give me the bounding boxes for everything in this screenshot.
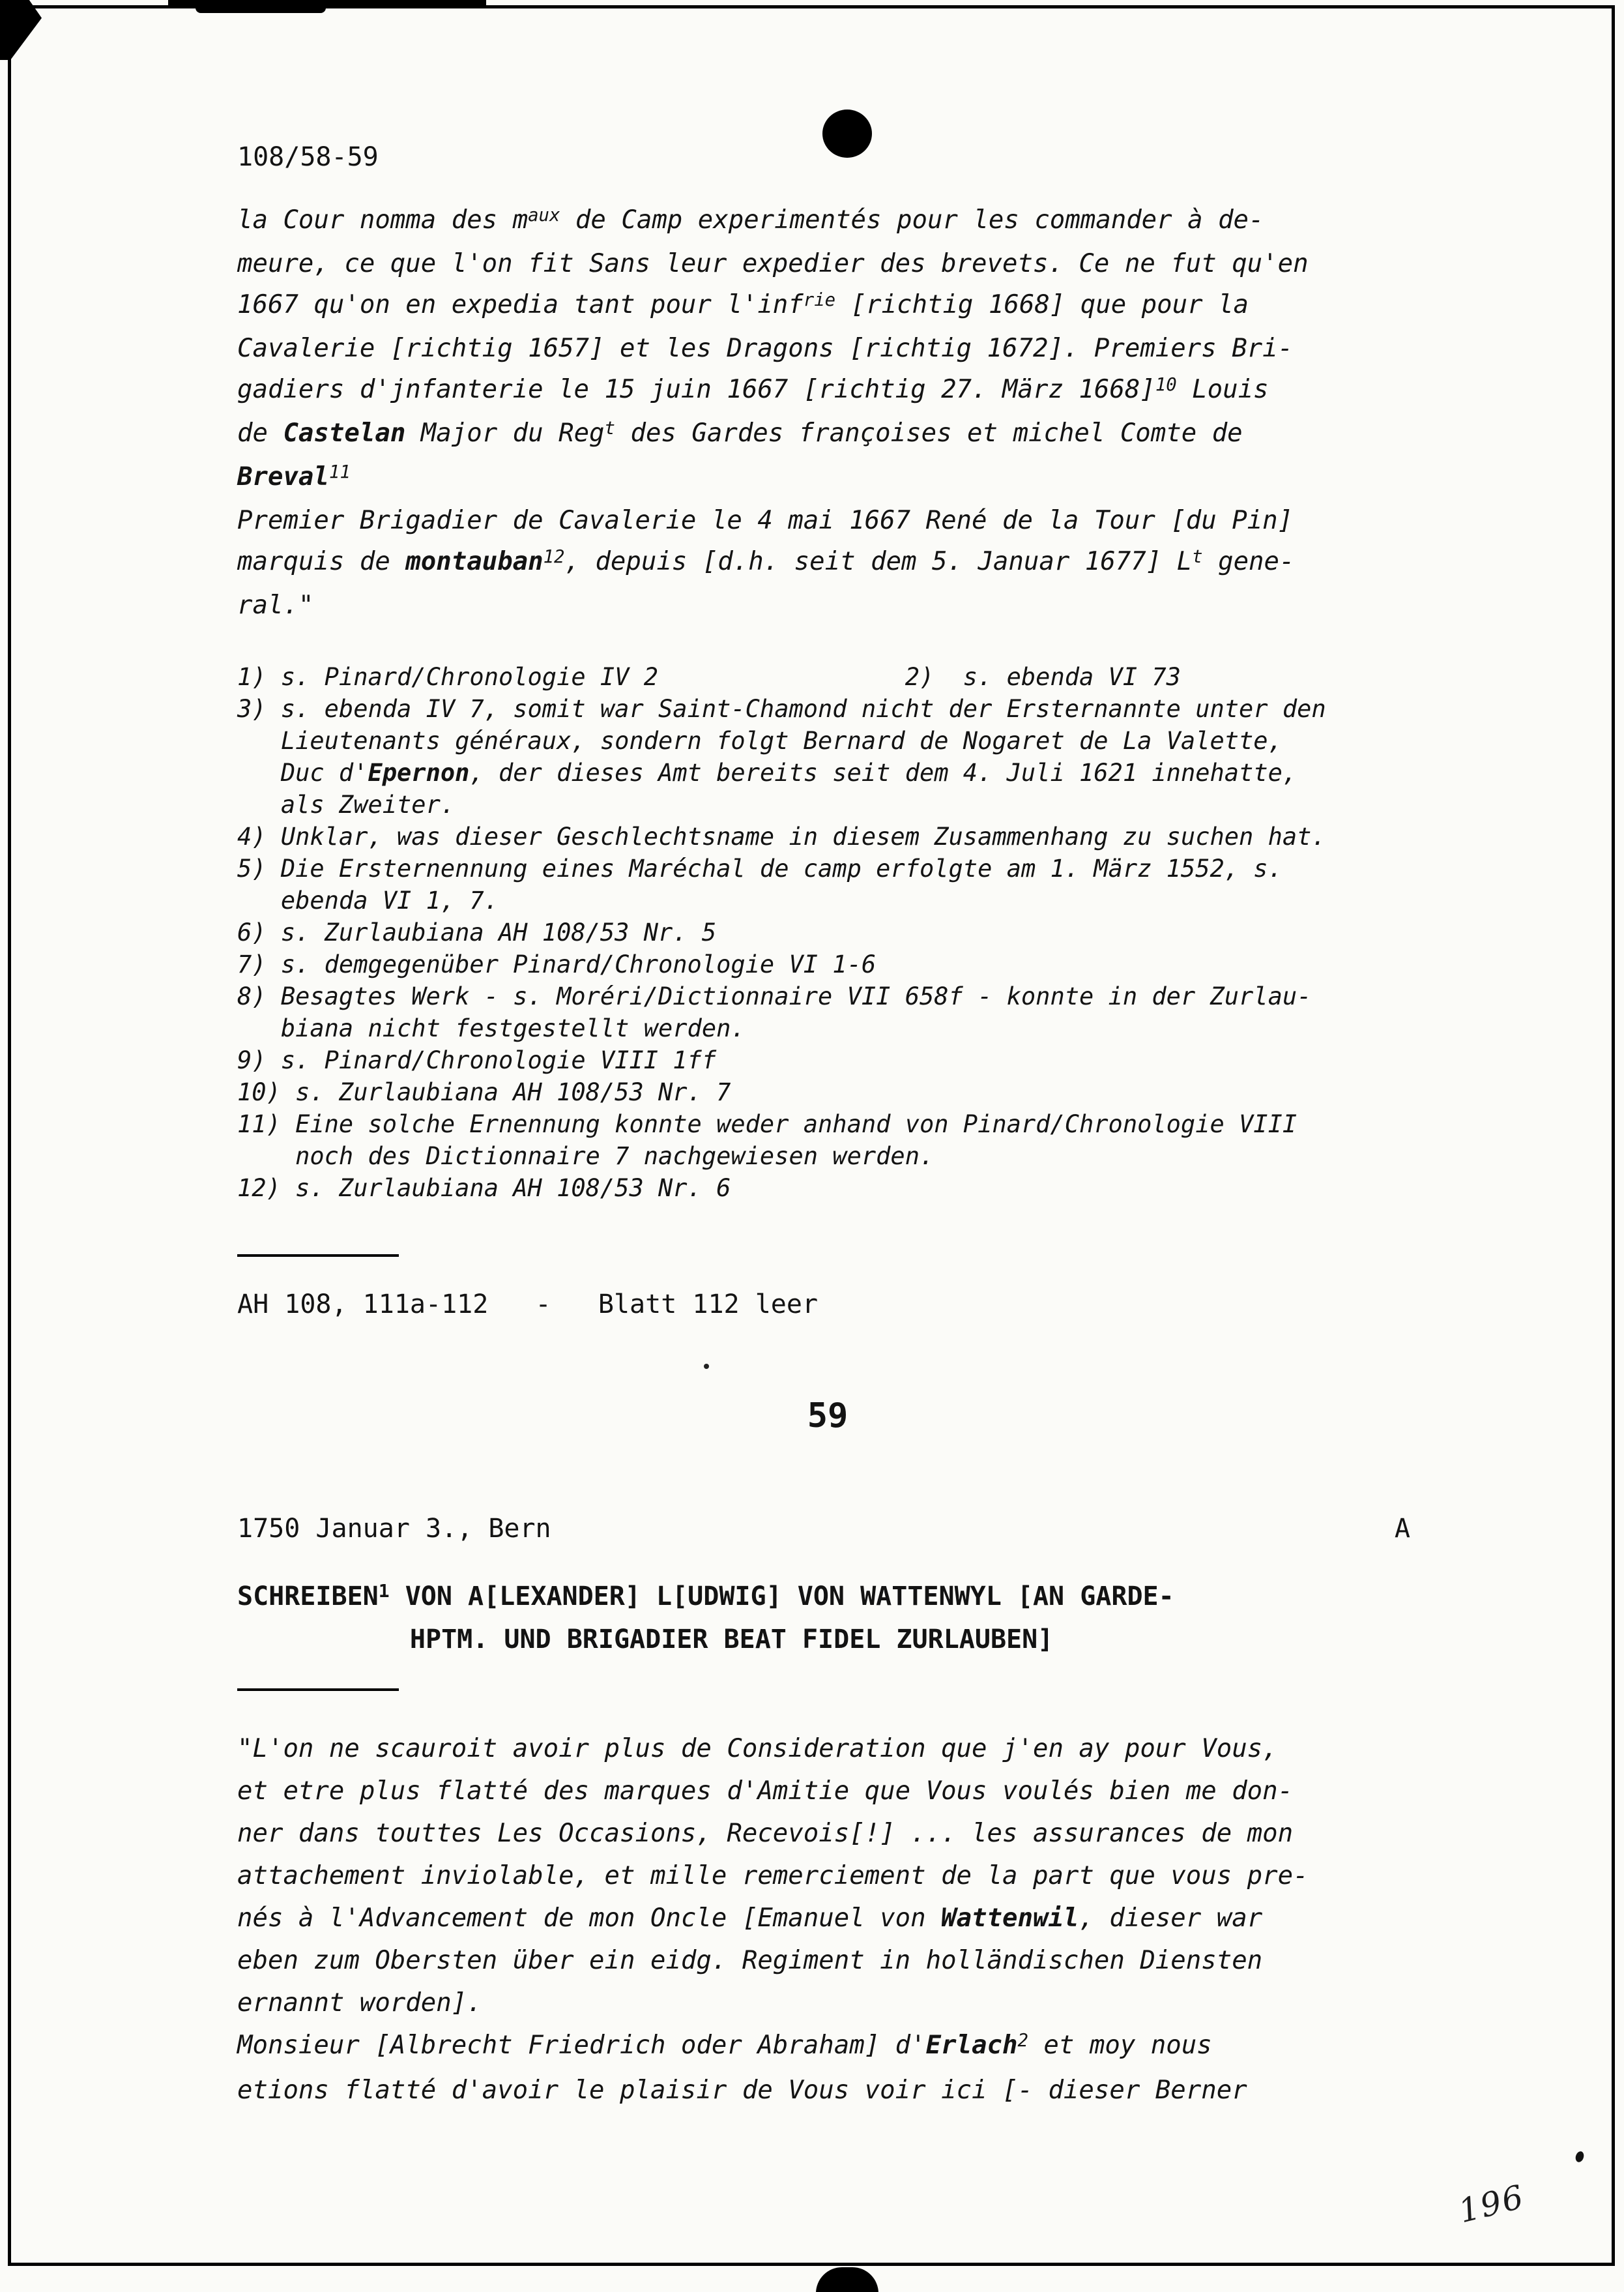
scan-artifact-top-edge-2 xyxy=(196,0,326,13)
document-dateline: 1750 Januar 3., Bern xyxy=(237,1514,551,1544)
punch-hole-bottom xyxy=(816,2267,878,2292)
title-divider xyxy=(237,1688,399,1691)
punch-hole-top xyxy=(822,110,872,158)
document-dateline-row xyxy=(237,1514,1410,1544)
document-title: SCHREIBEN$^1$ VON A[LEXANDER] L[UDWIG] VON WATTENWYL [AN GARDE- HPTM. UND BRIGADIER BEAT FIDEL ZURLAUBEN] xyxy=(237,1580,1174,1654)
ink-speck-artifact xyxy=(1574,2151,1586,2164)
main-text-paragraph: la Cour nomma des $m^{aux}$ de Camp experimentés pour les commander à de- meure, ce que l'on fit Sans leur expedier des brevets. Ce ne fut qu'en 1667 qu'on en expedia tant pour l'inf$^{rie}$ [richtig 1668] que pour la Cavalerie [richtig 1657] et les Dragons [richtig 1672]. Premiers Bri- gadiers d'jnfanterie le 15 juin 1667 [richtig 27. März 1668]$^{10}$ Louis de Castelan Major du Reg$^t$ des Gardes françoises et michel Comte de Breval$^{11}$ Premier Brigadier de Cavalerie le 4 mai 1667 René de la Tour [du Pin] marquis de montauban$^{12}$, depuis [d.h. seit dem 5. Januar 1677] $L^t$ gene- ral." xyxy=(237,205,1309,620)
letter-body: "L'on ne scauroit avoir plus de Consideration que j'en ay pour Vous, et etre plus flatté des marques d'Amitie que Vous voulés bien me don- ner dans touttes Les Occasions, Recevois[!] ... les assurances de mon attachement inviolable, et mille remerciement de la part que vous pre- nés à l'Advancement de mon Oncle [Emanuel von Wattenwil, dieser war eben zum Obersten über ein eidg. Regiment in holländischen Diensten ernannt worden]. Monsieur [Albrecht Friedrich oder Abraham] d'Erlach$^2$ et moy nous etions flatté d'avoir le plaisir de Vous voir ici [- dieser Berner xyxy=(237,1734,1309,2105)
document-number: 59 xyxy=(807,1396,848,1435)
footnotes-block: 1) s. Pinard/Chronologie IV 2 2) s. ebenda VI 73 3) s. ebenda IV 7, somit war Saint-Chamond nicht der Ersternannte unter den Lieutenants généraux, sondern folgt Bernard de Nogaret de La Valette, Duc d'Epernon, der dieses Amt bereits seit dem 4. Juli 1621 innehatte, als Zweiter. 4) Unklar, was dieser Geschlechtsname in diesem Zusammenhang zu suchen hat. 5) Die Ersternennung eines Maréchal de camp erfolgte am 1. März 1552, s. ebenda VI 1, 7. 6) s. Zurlaubiana AH 108/53 Nr. 5 7) s. demgegenüber Pinard/Chronologie VI 1-6 8) Besagtes Werk - s. Moréri/Dictionnaire VII 658f - konnte in der Zurlau- biana nicht festgestellt werden. 9) s. Pinard/Chronologie VIII 1ff 10) s. Zurlaubiana AH 108/53 Nr. 7 11) Eine solche Ernennung konnte weder anhand von Pinard/Chronologie VIII noch des Dictionnaire 7 nachgewiesen werden. 12) s. Zurlaubiana AH 108/53 Nr. 6 xyxy=(237,663,1326,1202)
scan-artifact-corner xyxy=(0,0,42,60)
footnote-section-divider xyxy=(237,1254,399,1257)
archive-page-number: 108/58-59 xyxy=(237,142,379,172)
document-corner-letter: A xyxy=(1394,1514,1410,1544)
handwritten-page-number: 196 xyxy=(1455,2177,1528,2231)
archive-reference: AH 108, 111a-112 - Blatt 112 leer xyxy=(237,1289,819,1319)
stray-dot-artifact xyxy=(704,1364,709,1369)
